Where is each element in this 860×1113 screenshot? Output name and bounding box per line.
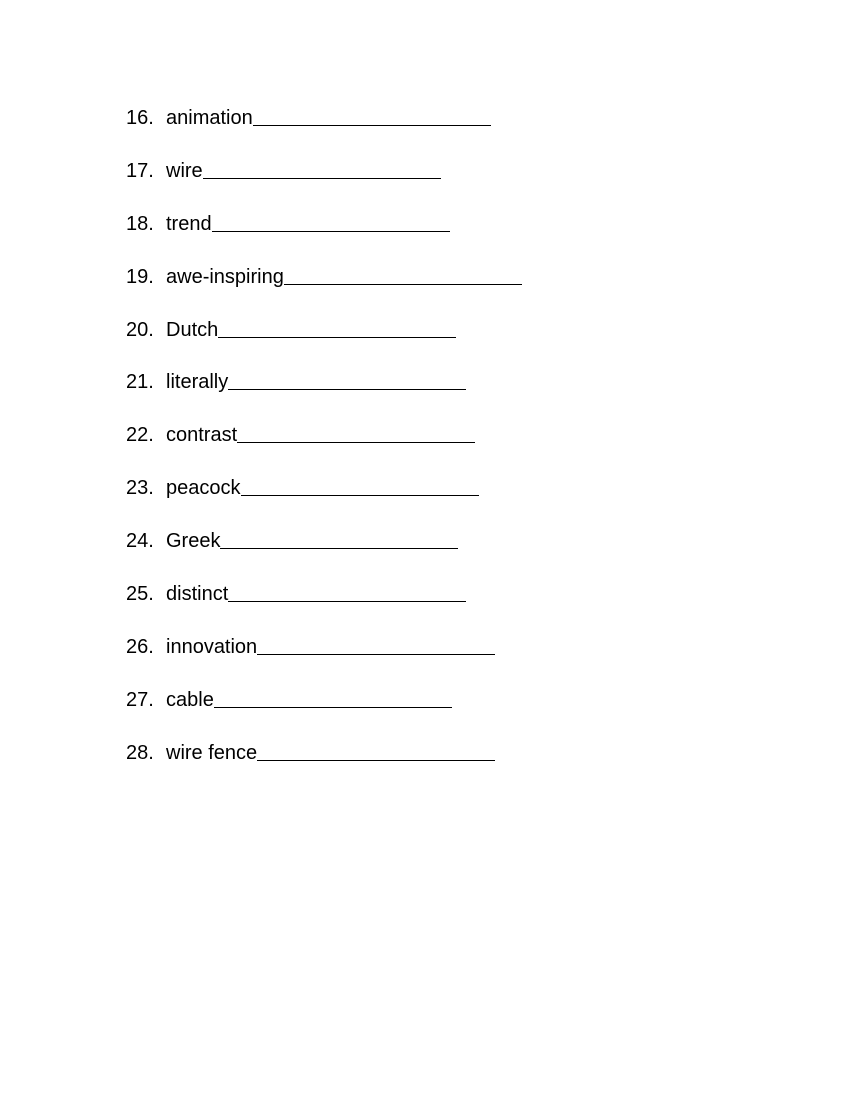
item-number: 27. xyxy=(126,688,154,711)
item-word: cable xyxy=(166,688,214,711)
item-word: wire fence xyxy=(166,741,258,764)
answer-blank[interactable] xyxy=(218,316,456,338)
item-word: Greek xyxy=(166,530,221,553)
answer-blank[interactable] xyxy=(220,527,458,549)
item-number: 23. xyxy=(126,477,154,500)
list-item xyxy=(126,421,522,474)
list-item xyxy=(126,368,522,421)
answer-blank[interactable] xyxy=(284,263,522,285)
answer-blank[interactable] xyxy=(214,686,452,708)
item-number: 17. xyxy=(126,159,154,182)
item-word: wire xyxy=(166,159,203,182)
answer-blank[interactable] xyxy=(228,580,466,602)
answer-blank[interactable] xyxy=(212,210,450,232)
list-item xyxy=(126,316,522,369)
answer-blank[interactable] xyxy=(257,633,495,655)
item-word: peacock xyxy=(166,477,241,500)
item-number: 20. xyxy=(126,318,154,341)
answer-blank[interactable] xyxy=(228,368,466,390)
item-word: contrast xyxy=(166,424,238,447)
item-number: 22. xyxy=(126,424,154,447)
item-word: literally xyxy=(166,371,229,394)
item-word: Dutch xyxy=(166,318,219,341)
vocabulary-list xyxy=(126,104,522,792)
list-item xyxy=(126,263,522,316)
answer-blank[interactable] xyxy=(241,474,479,496)
list-item xyxy=(126,104,522,157)
item-number: 26. xyxy=(126,635,154,658)
list-item xyxy=(126,739,522,792)
list-item xyxy=(126,580,522,633)
list-item xyxy=(126,686,522,739)
answer-blank[interactable] xyxy=(237,421,475,443)
answer-blank[interactable] xyxy=(203,157,441,179)
item-number: 24. xyxy=(126,530,154,553)
item-word: distinct xyxy=(166,583,229,606)
item-number: 18. xyxy=(126,212,154,235)
item-word: trend xyxy=(166,212,212,235)
answer-blank[interactable] xyxy=(253,104,491,126)
item-number: 21. xyxy=(126,371,154,394)
list-item xyxy=(126,157,522,210)
list-item xyxy=(126,210,522,263)
list-item xyxy=(126,633,522,686)
answer-blank[interactable] xyxy=(257,739,495,761)
item-number: 19. xyxy=(126,265,154,288)
item-word: awe-inspiring xyxy=(166,265,284,288)
item-number: 25. xyxy=(126,583,154,606)
item-word: innovation xyxy=(166,635,258,658)
list-item xyxy=(126,527,522,580)
item-word: animation xyxy=(166,107,253,129)
list-item xyxy=(126,474,522,527)
item-number: 16. xyxy=(126,107,154,129)
item-number: 28. xyxy=(126,741,154,764)
